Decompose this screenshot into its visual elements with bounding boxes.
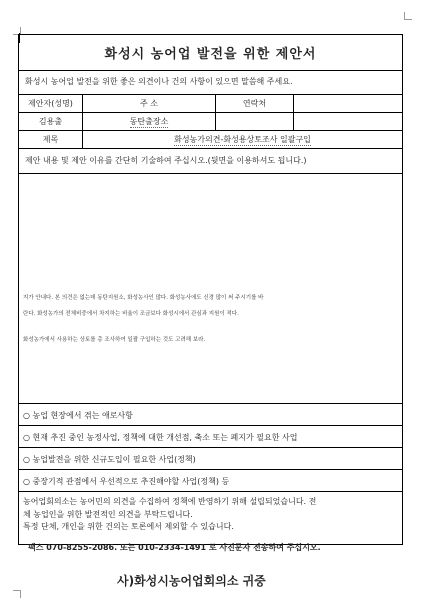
name-row <box>19 113 402 131</box>
address-value[interactable]: 동탄출장소 <box>83 113 216 130</box>
footer-line: 체 농업인을 위한 발전적인 의견을 부탁드립니다. <box>23 509 193 519</box>
organization-name: 사)화성시농어업회의소 귀중 <box>117 574 266 588</box>
question-item: ○ 농업 현장에서 겪는 애로사항 <box>19 404 402 426</box>
footer-note <box>19 492 402 546</box>
contact-instruction: 팩스 070-8255-2086. 또는 010-2334-1491 로 사진문자 전송하여 주십시오. <box>28 543 321 552</box>
instruction-text: 제안 내용 및 제안 이유를 간단히 기술하여 주십시오.(뒷면을 이용하셔도 됩니다.) <box>19 149 402 174</box>
page-corner-marker <box>404 12 412 20</box>
footer-line: 농어업회의소는 농어민의 의견을 수집하여 정책에 반영하기 위해 설립되었습니다. 전 <box>23 497 317 506</box>
intro-text: 화성시 농어업 발전을 위한 좋은 의견이나 건의 사항이 있으면 말씀해 주세요. <box>19 71 402 95</box>
subject-row <box>19 131 402 149</box>
address-label: 주 소 <box>83 95 216 112</box>
footer-line: 특정 단체, 개인을 위한 건의는 토론에서 제외할 수 있습니다. <box>23 522 234 531</box>
body-line: 화성농가에서 사용하는 상토를 총 조사하여 일괄 구입하는 것도 고려해 보라. <box>23 337 206 343</box>
proposal-form <box>18 34 403 545</box>
name-value[interactable]: 김용출 <box>19 113 83 130</box>
subject-value[interactable]: 화성농가의견-화성용상토조사 일괄구입 <box>174 134 311 144</box>
body-line: 란다. 화성농가의 전체비중에서 차지하는 비율이 조금보다 화성시에서 관심과 지원이 적다. <box>23 311 239 317</box>
question-item: ○ 중장기적 관점에서 우선적으로 추진해야할 사업(정책) 등 <box>19 470 402 492</box>
question-item: ○ 현재 추진 중인 농정사업, 정책에 대한 개선점, 축소 또는 폐지가 필요한 사업 <box>19 426 402 448</box>
empty-cell[interactable] <box>216 113 294 130</box>
contact-label: 연락처 <box>216 95 294 112</box>
empty-cell[interactable] <box>294 113 402 130</box>
contact-value[interactable] <box>294 95 402 112</box>
page-corner-marker <box>13 590 21 598</box>
subject-label: 제목 <box>19 131 83 148</box>
proposal-body[interactable] <box>19 174 402 404</box>
body-line: 지가 안내다. 본 의견은 없는데 동탄지원소, 화성농사인 많다. 화성농사에도 신경 많이 써 주시기를 바 <box>23 295 264 301</box>
question-item: ○ 농업발전을 위한 신규도입이 필요한 사업(정책) <box>19 448 402 470</box>
form-title: 화성시 농어업 발전을 위한 제안서 <box>19 35 402 71</box>
proposer-row <box>19 95 402 113</box>
proposer-label: 제안자(성명) <box>19 95 83 112</box>
